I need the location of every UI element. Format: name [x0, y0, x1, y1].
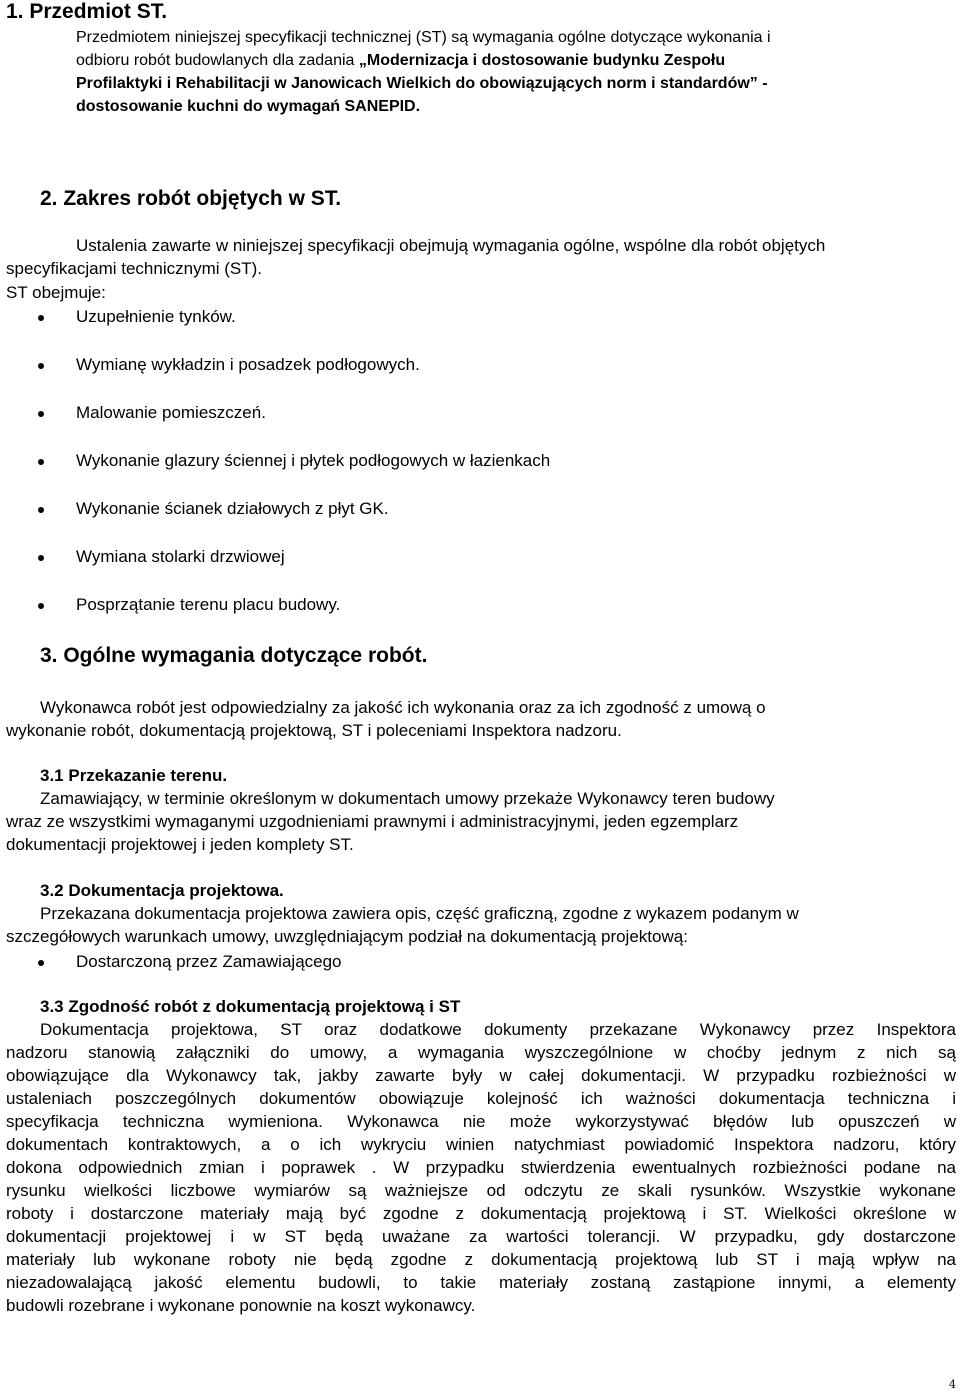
subsection-3-2-line: szczegółowych warunkach umowy, uwzględniającym podział na dokumentacją projektową: — [6, 927, 688, 946]
task-title: „Modernizacja i dostosowanie budynku Zespołu — [358, 52, 726, 69]
bullet-icon — [38, 315, 44, 321]
section-1-line-text: odbioru robót budowlanych dla zadania — [76, 52, 359, 69]
subsection-3-2-line: Przekazana dokumentacja projektowa zawiera opis, część graficzną, zgodne z wykazem podanym w — [40, 904, 799, 923]
paragraph-line: ustaleniach poszczególnych dokumentów obowiązuje kolejność ich ważności dokumentacja techniczna i — [6, 1089, 956, 1108]
task-title-line: Profilaktyki i Rehabilitacji w Janowicach Wielkich do obowiązujących norm i standardów” - — [76, 75, 768, 92]
list-item: Wykonanie ścianek działowych z płyt GK. — [76, 499, 389, 518]
bullet-icon — [38, 603, 44, 609]
subsection-3-2-heading: 3.2 Dokumentacja projektowa. — [40, 881, 284, 900]
page-number: 4 — [949, 1378, 956, 1391]
section-3-line: wykonanie robót, dokumentacją projektową, ST i poleceniami Inspektora nadzoru. — [6, 721, 622, 740]
bullet-icon — [38, 363, 44, 369]
subsection-3-1-line: Zamawiający, w terminie określonym w dokumentach umowy przekaże Wykonawcy teren budowy — [40, 789, 775, 808]
list-item: Dostarczoną przez Zamawiającego — [76, 952, 342, 971]
section-2-heading: 2. Zakres robót objętych w ST. — [40, 187, 342, 210]
paragraph-line: dokona odpowiednich zmian i poprawek . W przypadku stwierdzenia ewentualnych rozbieżności podane na — [6, 1158, 956, 1177]
paragraph-line: Dokumentacja projektowa, ST oraz dodatkowe dokumenty przekazane Wykonawcy przez Inspektora — [40, 1020, 956, 1039]
paragraph-line: specyfikacja techniczna wymieniona. Wykonawca nie może wykorzystywać błędów lub opuszczeń w — [6, 1112, 956, 1131]
paragraph-line: obowiązujące dla Wykonawcy tak, jakby zawarte były w całej dokumentacji. W przypadku rozbieżności w — [6, 1066, 956, 1085]
section-2-intro: specyfikacjami technicznymi (ST). — [6, 259, 263, 278]
section-3-heading: 3. Ogólne wymagania dotyczące robót. — [40, 644, 428, 667]
paragraph-line: dokumentacji projektowej i w ST będą uważane za wartości tolerancji. W przypadku, gdy dostarczone — [6, 1227, 956, 1246]
task-title-line: dostosowanie kuchni do wymagań SANEPID. — [76, 98, 421, 115]
section-2-intro: ST obejmuje: — [6, 283, 106, 302]
list-item: Posprzątanie terenu placu budowy. — [76, 595, 341, 614]
paragraph-line: dokumentach kontraktowych, a o ich wykryciu winien natychmiast powiadomić Inspektora nadzoru, który — [6, 1135, 956, 1154]
list-item: Wykonanie glazury ściennej i płytek podłogowych w łazienkach — [76, 451, 551, 470]
section-2-intro: Ustalenia zawarte w niniejszej specyfikacji obejmują wymagania ogólne, wspólne dla robót objętych — [76, 236, 826, 255]
list-item: Malowanie pomieszczeń. — [76, 403, 266, 422]
section-3-line: Wykonawca robót jest odpowiedzialny za jakość ich wykonania oraz za ich zgodność z umową o — [40, 698, 766, 717]
list-item: Uzupełnienie tynków. — [76, 307, 236, 326]
paragraph-line: nadzoru stanowią załączniki do umowy, a wymagania wyszczególnione w choćby jednym z nich są — [6, 1043, 956, 1062]
bullet-icon — [38, 507, 44, 513]
bullet-icon — [38, 555, 44, 561]
subsection-3-1-line: wraz ze wszystkimi wymaganymi uzgodnieniami prawnymi i administracyjnymi, jeden egzemplarz — [6, 812, 739, 831]
paragraph-line: materiały lub wykonane roboty nie będą zgodne z dokumentacją projektową lub ST i mają wpływ na — [6, 1250, 956, 1269]
bullet-icon — [38, 960, 44, 966]
bullet-icon — [38, 459, 44, 465]
subsection-3-1-line: dokumentacji projektowej i jeden komplety ST. — [6, 835, 354, 854]
paragraph-line: roboty i dostarczone materiały mają być zgodne z dokumentacją projektową i ST. Wielkości określone w — [6, 1204, 956, 1223]
paragraph-line: budowli rozebrane i wykonane ponownie na koszt wykonawcy. — [6, 1296, 476, 1315]
list-item: Wymiana stolarki drzwiowej — [76, 547, 285, 566]
section-1-line: Przedmiotem niniejszej specyfikacji technicznej (ST) są wymagania ogólne dotyczące wykonania i — [76, 29, 771, 46]
bullet-icon — [38, 411, 44, 417]
section-1-line — [76, 52, 725, 70]
subsection-3-1-heading: 3.1 Przekazanie terenu. — [40, 766, 228, 785]
paragraph-line: niezadowalającą jakość elementu budowli, to takie materiały zostaną zastąpione innymi, a elementy — [6, 1273, 956, 1292]
list-item: Wymianę wykładzin i posadzek podłogowych. — [76, 355, 420, 374]
subsection-3-3-heading: 3.3 Zgodność robót z dokumentacją projektową i ST — [40, 997, 461, 1016]
section-1-heading: 1. Przedmiot ST. — [6, 0, 168, 23]
paragraph-line: rysunku wielkości liczbowe wymiarów są ważniejsze od odczytu ze skali rysunków. Wszystkie wykonane — [6, 1181, 956, 1200]
